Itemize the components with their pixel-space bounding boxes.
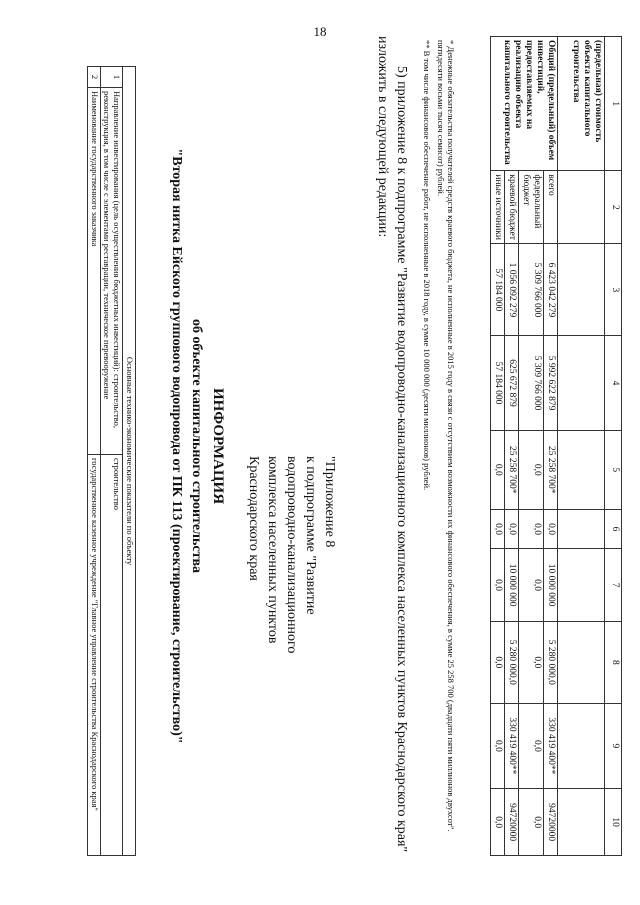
header-cell: 5 (605, 430, 622, 509)
table-row (87, 67, 100, 856)
cell: 94720000 (544, 789, 558, 856)
heading-subtitle: об объекте капитального строительства (189, 318, 204, 574)
appendix-line: комплекса населенных пунктов (265, 456, 281, 644)
group-label: Общий (предельный) объем инвестиций, предоставляемых на реализацию объекта капитального строительства (491, 37, 558, 171)
cell: 5 309 766 000 (519, 244, 544, 336)
row-value: строительство (100, 455, 123, 856)
cell: 330 419 400** (544, 703, 558, 789)
cell: 0,0 (491, 703, 505, 789)
header-cell: 3 (605, 244, 622, 336)
cell (558, 703, 605, 789)
row-name: Направление инвестирования (цель осуществления бюджетных инвестиций): строительство, реконструкция, в том числе с элементами реставрации, техническое перевооружение (100, 88, 123, 455)
footnote-1: * Денежные обязательства получателей средств краевого бюджета, не исполненные в 2015 году в связи с отсутствием возможности их финансового обеспечения, в сумме 25 258 700 (двадцати пяти миллионов двухсот пятидесяти восьми тысяч семисот) рублей. (435, 40, 456, 827)
heading-title: ИНФОРМАЦИЯ (210, 387, 226, 505)
cell (558, 171, 605, 244)
header-cell: 10 (605, 789, 622, 856)
page-number: 18 (313, 24, 327, 39)
landscape-page (62, 36, 622, 856)
cell: 0,0 (491, 509, 505, 548)
table-caption: Основные технико-экономические показатели по объекту (123, 67, 136, 856)
appendix-line: к подпрограмме "Развитие (303, 456, 319, 615)
cell: 330 419 400** (505, 703, 519, 789)
appendix-block (244, 456, 338, 816)
cell: 6 423 042 279 (544, 244, 558, 336)
cell: 57 184 000 (491, 336, 505, 430)
cell: 0,0 (544, 509, 558, 548)
header-cell: 6 (605, 509, 622, 548)
row-name: Наименование государственного заказчика (87, 88, 100, 455)
heading-object: "Вторая нитка Ейского группового водопровода от ПК 113 (проектирование, строительство)" (169, 148, 184, 744)
cell: 10 000 000 (544, 549, 558, 622)
cell: 0,0 (519, 549, 544, 622)
cell: 5 309 766 000 (519, 336, 544, 430)
cell: 0,0 (519, 703, 544, 789)
cell (558, 244, 605, 336)
indicators-table (87, 66, 136, 856)
cell (558, 430, 605, 509)
header-cell: 2 (605, 171, 622, 244)
row-number: 1 (100, 67, 123, 88)
cell: 5 280 000,0 (505, 622, 519, 703)
cell: 0,0 (491, 430, 505, 509)
appendix-line: водопроводно-канализационного (284, 456, 300, 654)
table-row (558, 37, 605, 856)
appendix-line: "Приложение 8 (322, 456, 337, 548)
cell (558, 789, 605, 856)
cell: 0,0 (519, 430, 544, 509)
footnote-2: ** В том числе финансовое обеспечение работ, не исполненные в 2018 году, в сумме 10 000 000 (десяти миллионов) рублей. (422, 40, 432, 491)
source-cell: иные источники (491, 171, 505, 244)
cell: 0,0 (519, 789, 544, 856)
cell: 0,0 (491, 789, 505, 856)
cell (558, 549, 605, 622)
item-5-text: 5) приложение 8 к подпрограмме "Развитие водопроводно-канализационного комплекса населенных пунктов Краснодарского края" изложить в следующей редакции: (375, 36, 409, 853)
row-value: государственное казенное учреждение "Главное управление строительства Краснодарского края" (87, 455, 100, 856)
cell: 10 000 000 (505, 549, 519, 622)
cell (558, 509, 605, 548)
cell: 0,0 (491, 549, 505, 622)
row-number: 2 (87, 67, 100, 88)
header-cell: 4 (605, 336, 622, 430)
rotated-content (62, 36, 622, 856)
source-cell: федеральный бюджет (519, 171, 544, 244)
cell: 25 258 700* (544, 430, 558, 509)
cell: 25 258 700* (505, 430, 519, 509)
investment-table (490, 36, 622, 856)
header-cell: 9 (605, 703, 622, 789)
cell: 0,0 (505, 509, 519, 548)
cell (558, 622, 605, 703)
row-label: (предельная) стоимость объекта капитального строительства (558, 37, 605, 171)
cell: 5 280 000,0 (544, 622, 558, 703)
cell: 0,0 (519, 622, 544, 703)
cell: 625 672 879 (505, 336, 519, 430)
table-row (544, 37, 558, 856)
cell: 1 056 092 279 (505, 244, 519, 336)
cell: 0,0 (519, 509, 544, 548)
table-row (100, 67, 123, 856)
header-cell: 1 (605, 37, 622, 171)
appendix-line: Краснодарского края (246, 456, 262, 581)
header-cell: 8 (605, 622, 622, 703)
table-caption-row (123, 67, 136, 856)
closing-quote: ". (446, 826, 456, 832)
cell: 57 184 000 (491, 244, 505, 336)
cell: 5 992 622 879 (544, 336, 558, 430)
header-cell: 7 (605, 549, 622, 622)
source-cell: всего (544, 171, 558, 244)
source-cell: краевой бюджет (505, 171, 519, 244)
cell: 0,0 (491, 622, 505, 703)
cell (558, 336, 605, 430)
table-header-row (605, 37, 622, 856)
cell: 94720000 (505, 789, 519, 856)
